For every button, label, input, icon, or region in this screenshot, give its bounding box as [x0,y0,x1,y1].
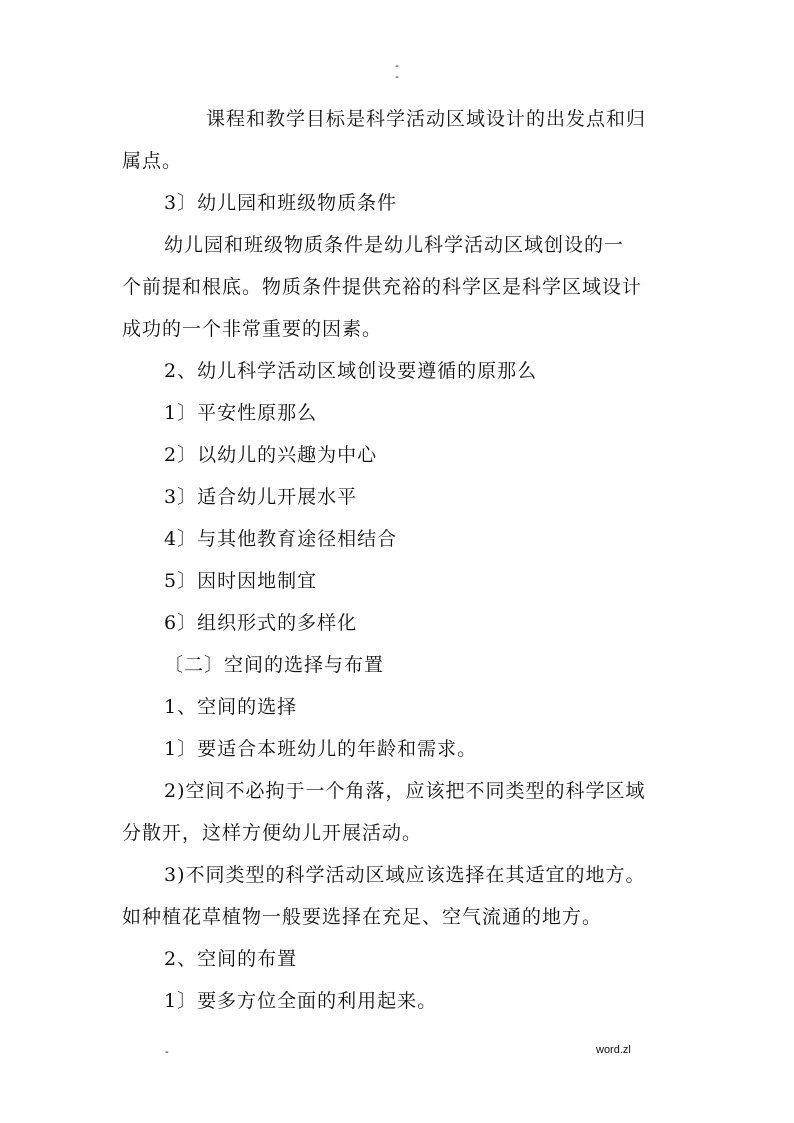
page-header-mark [392,60,402,82]
list-item: 2〕以幼儿的兴趣为中心 [164,444,378,466]
list-item: 1〕要适合本班幼儿的年龄和需求。 [164,738,478,760]
page-footer-text: word.zl [596,1044,631,1056]
paragraph-line: 2)空间不必拘于一个角落，应该把不同类型的科学区域 [164,780,646,802]
header-mark-bottom: - [395,70,399,83]
paragraph-line: 属点。 [122,150,183,172]
paragraph-line: 成功的一个非常重要的因素。 [122,318,383,340]
paragraph-line: 分散开，这样方便幼儿开展活动。 [122,822,423,844]
list-item: 5〕因时因地制宜 [164,570,318,592]
paragraph-line: 幼儿园和班级物质条件是幼儿科学活动区域创设的一 [164,234,625,256]
paragraph-line: 如种植花草植物一般要选择在充足、空气流通的地方。 [122,906,603,928]
header-mark-top: - [395,59,399,72]
list-item: 1〕平安性原那么 [164,402,318,424]
paragraph-line: 3)不同类型的科学活动区域应该选择在其适宜的地方。 [164,864,646,886]
paragraph-line: 个前提和根底。物质条件提供充裕的科学区是科学区域设计 [122,276,643,298]
list-item: 1〕要多方位全面的利用起来。 [164,990,438,1012]
list-item: 3〕适合幼儿开展水平 [164,486,358,508]
paragraph-line: 课程和教学目标是科学活动区域设计的出发点和归 [206,108,647,130]
section-heading: 〔二〕空间的选择与布置 [164,654,385,676]
section-heading: 2、幼儿科学活动区域创设要遵循的原那么 [164,360,538,382]
list-item: 6〕组织形式的多样化 [164,612,358,634]
section-heading: 2、空间的布置 [164,948,298,970]
page-footer-mark: - [165,1045,169,1058]
section-heading: 3〕幼儿园和班级物质条件 [164,192,398,214]
section-heading: 1、空间的选择 [164,696,298,718]
list-item: 4〕与其他教育途径相结合 [164,528,398,550]
